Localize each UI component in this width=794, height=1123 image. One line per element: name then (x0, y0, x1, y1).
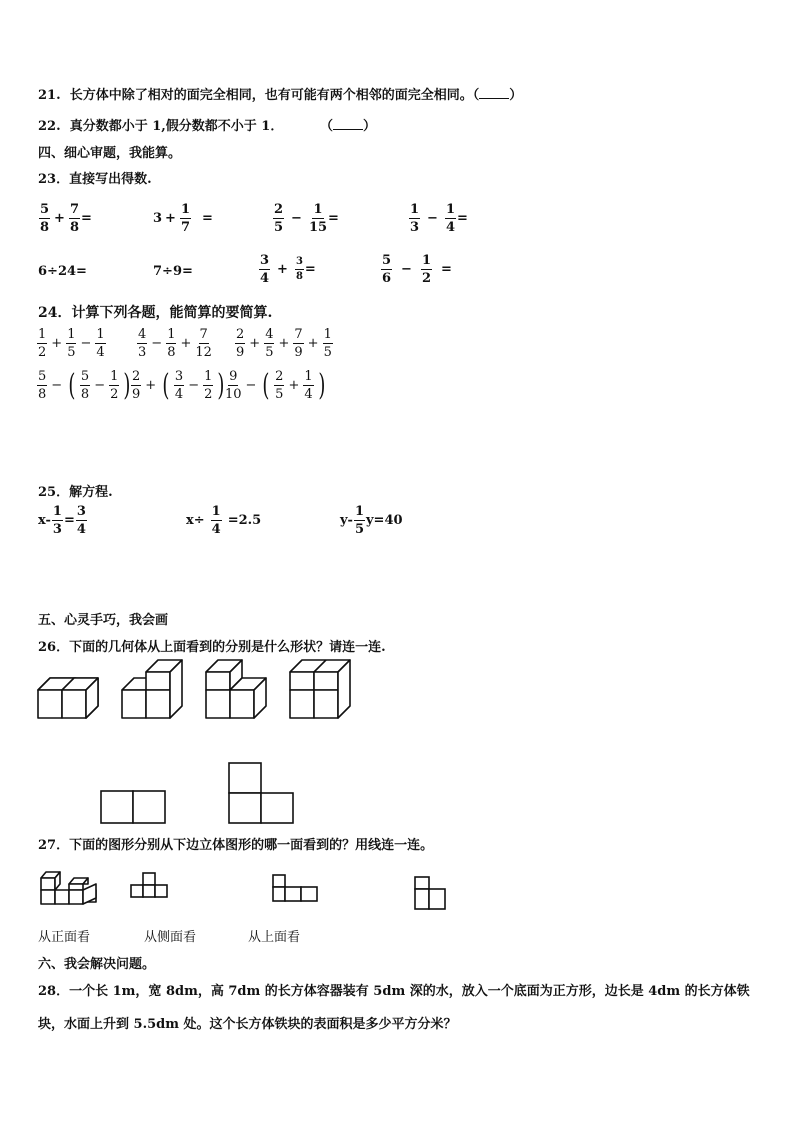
q23-expr-3: $\frac{2}{5}$ − $\frac{1}{15}$ = (274, 202, 339, 235)
q25-equation-1: x- $\frac{1}{3}$ = $\frac{3}{4}$ (38, 504, 86, 537)
fraction: $\frac{3}{4}$ (260, 253, 270, 286)
operator: + (51, 336, 63, 351)
view-label-top: 从上面看 (248, 930, 301, 945)
q23-expr-7: $\frac{3}{4}$ + $\frac{3}{8}$ = (260, 253, 316, 286)
operator: + (307, 336, 319, 351)
q24-expr-1 (36, 328, 107, 359)
section-5-heading: 五、心灵手巧，我会画 (38, 613, 169, 628)
fraction: $\frac{3}{8}$ (295, 256, 303, 282)
q24-expr-6: $\frac{9}{10}$ − ( $\frac{2}{5}$ + $\frac{1}{4}$ ) (225, 367, 326, 403)
fraction: $\frac{1}{3}$ (410, 202, 420, 235)
question-27-title: 27．下面的图形分别从下边立体图形的哪一面看到的？用线连一连。 (38, 838, 434, 853)
view-label-front: 从正面看 (38, 930, 91, 945)
answer-blank-22[interactable] (333, 117, 363, 130)
top-view-shape-1 (100, 790, 166, 824)
solid-3-image (204, 656, 270, 720)
question-28-line-1: 28．一个长 1m，宽 8dm，高 7dm 的长方体容器装有 5dm 深的水，放入一个底面为正方形，边长是 4dm 的长方体铁 (38, 984, 750, 999)
section-4-heading: 四、细心审题，我能算。 (38, 146, 182, 161)
question-24-title: 24．计算下列各题，能简算的要简算. (38, 305, 273, 321)
fraction: $\frac{7}{12}$ (195, 327, 212, 360)
operator: − (151, 336, 163, 351)
solid-4-image (288, 656, 354, 720)
answer-bracket-22: （ ） (320, 119, 377, 134)
question-21: 21. 长方体中除了相对的面完全相同，也有可能有两个相邻的面完全相同。（ ） (38, 88, 523, 103)
operator: + (180, 336, 192, 351)
view-shape-a (130, 872, 170, 908)
q24-expr-5: $\frac{2}{9}$ + ( $\frac{3}{4}$ − $\frac{1}{2}$ ) (132, 367, 225, 403)
solid-2-image (120, 656, 186, 720)
question-26-title: 26．下面的几何体从上面看到的分别是什么形状？请连一连. (38, 640, 386, 655)
fraction: $\frac{1}{4}$ (96, 327, 105, 360)
operator: + (278, 336, 290, 351)
q27-solid-image (40, 868, 100, 908)
q23-expr-5: 6÷24= (38, 264, 87, 279)
fraction: $\frac{1}{2}$ (38, 327, 47, 360)
top-view-shape-2 (228, 762, 294, 824)
fraction: $\frac{1}{5}$ (67, 327, 76, 360)
question-28-line-2: 块，水面上升到 5.5dm 处。这个长方体铁块的表面积是多少平方分米？ (38, 1017, 457, 1032)
fraction: $\frac{1}{4}$ (445, 202, 455, 235)
fraction: $\frac{7}{9}$ (294, 327, 303, 360)
question-22: 22. 真分数都小于 1,假分数都不小于 1． (38, 119, 284, 134)
fraction: $\frac{1}{15}$ (308, 202, 328, 235)
q25-equation-3: y- $\frac{1}{5}$ y=40 (340, 504, 403, 537)
q23-expr-2: 3 + $\frac{1}{7}$ = (153, 202, 213, 235)
question-25-title: 25．解方程. (38, 485, 113, 500)
operator: + (249, 336, 261, 351)
q23-expr-4: $\frac{1}{3}$ − $\frac{1}{4}$ = (410, 202, 468, 235)
fraction: $\frac{1}{2}$ (421, 253, 431, 286)
q25-equation-2: x÷ $\frac{1}{4}$ =2.5 (186, 504, 262, 537)
question-23-title: 23．直接写出得数. (38, 172, 152, 187)
fraction: $\frac{4}{3}$ (138, 327, 147, 360)
operator: − (80, 336, 92, 351)
q24-expr-3 (234, 328, 334, 359)
fraction: $\frac{5}{6}$ (382, 253, 392, 286)
q23-expr-6: 7÷9= (153, 264, 193, 279)
q24-expr-2 (136, 328, 213, 359)
solid-1-image (36, 672, 102, 720)
view-label-side: 从侧面看 (144, 930, 197, 945)
answer-blank-21[interactable] (479, 86, 509, 99)
q23-expr-8: $\frac{5}{6}$ − $\frac{1}{2}$ = (382, 253, 452, 286)
view-shape-b (272, 874, 322, 910)
fraction: $\frac{1}{8}$ (167, 327, 176, 360)
section-6-heading: 六、我会解决问题。 (38, 957, 156, 972)
fraction: $\frac{1}{7}$ (180, 202, 190, 235)
q24-expr-4: $\frac{5}{8}$ − ( $\frac{5}{8}$ − $\frac{1}{2}$ ) (38, 367, 131, 403)
fraction: $\frac{1}{5}$ (323, 327, 332, 360)
fraction: $\frac{7}{8}$ (69, 202, 79, 235)
q23-expr-1: $\frac{5}{8}$ + $\frac{7}{8}$ = (40, 202, 92, 235)
fraction: $\frac{5}{8}$ (40, 202, 50, 235)
fraction: $\frac{4}{5}$ (265, 327, 274, 360)
fraction: $\frac{2}{9}$ (236, 327, 245, 360)
fraction: $\frac{2}{5}$ (274, 202, 284, 235)
view-shape-c (414, 876, 448, 912)
